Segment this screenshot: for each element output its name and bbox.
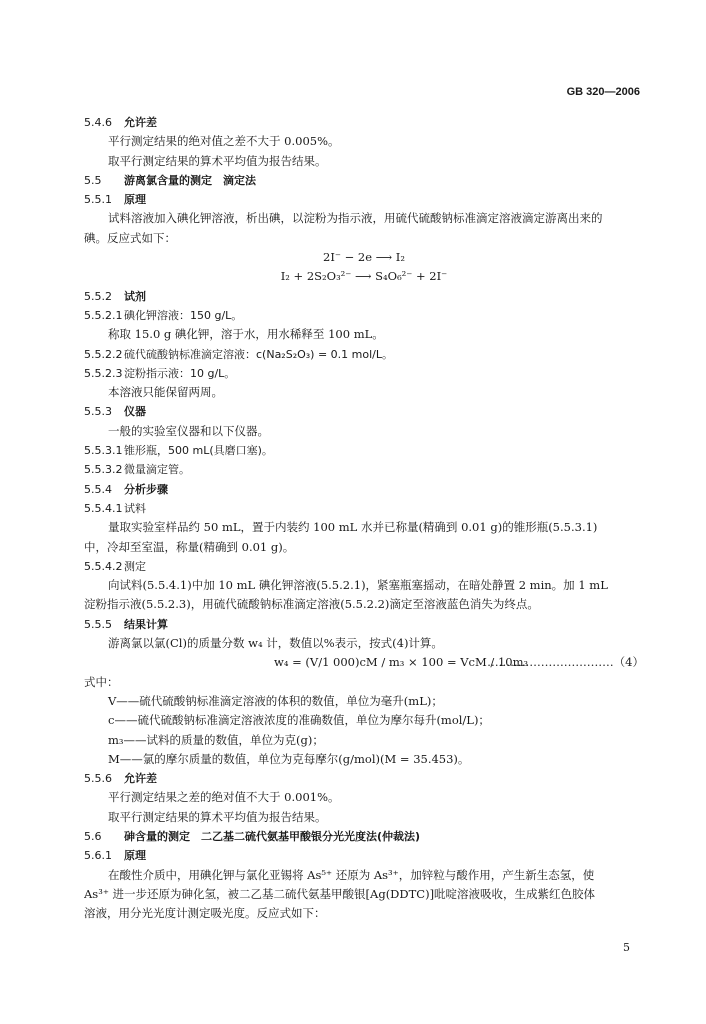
section-number: 5.5.3: [84, 405, 112, 419]
paragraph-line: 中，冷却至室温，称量(精确到 0.01 g)。: [84, 539, 295, 554]
paragraph-line: 取平行测定结果的算术平均值为报告结果。: [108, 809, 327, 824]
paragraph-line: 淀粉指示液(5.5.2.3)，用硫代硫酸钠标准滴定溶液(5.5.2.2)滴定至溶液蓝色消失为终点。: [84, 597, 539, 612]
paragraph-line: 溶液，用分光光度计测定吸光度。反应式如下：: [84, 906, 326, 921]
section-number: 5.5: [84, 173, 102, 187]
section-heading: [84, 171, 644, 190]
paragraph-line: 取平行测定结果的算术平均值为报告结果。: [108, 153, 327, 168]
section-number: 5.5.2: [84, 289, 112, 303]
paragraph-line: 碘。反应式如下：: [84, 230, 176, 245]
section-heading: [84, 364, 644, 383]
section-heading: [84, 827, 644, 846]
section-title: 淀粉指示液：10 g/L。: [124, 366, 236, 380]
paragraph-line: 量取实验室样品约 50 mL，置于内装约 100 mL 水并已称量(精确到 0.01 g)的锥形瓶(5.5.3.1): [108, 520, 598, 535]
paragraph-line: 在酸性介质中，用碘化钾与氯化亚锡将 As⁵⁺ 还原为 As³⁺，加锌粒与酸作用，产生新生态氢，使: [108, 867, 595, 882]
paragraph-line: 称取 15.0 g 碘化钾，溶于水，用水稀释至 100 mL。: [108, 327, 384, 342]
page-number: 5: [623, 941, 630, 954]
equation-expression: w₄ = (V/1 000)cM / m₃ × 100 = VcM / 10m₃: [274, 655, 529, 670]
section-title: 试剂: [124, 289, 146, 303]
paragraph-line: 本溶液只能保留两周。: [108, 385, 223, 400]
section-number: 5.5.6: [84, 772, 112, 786]
section-heading: [84, 615, 644, 634]
section-number: 5.5.1: [84, 193, 112, 207]
section-title: 试料: [124, 501, 146, 515]
section-heading: [84, 460, 644, 479]
section-title: 原理: [124, 193, 146, 207]
section-heading: [84, 287, 644, 306]
paragraph-line: 游离氯以氯(Cl)的质量分数 w₄ 计，数值以%表示，按式(4)计算。: [108, 636, 443, 651]
reaction-equation: I₂ + 2S₂O₃²⁻ ⟶ S₄O₆²⁻ + 2I⁻: [280, 269, 448, 284]
paragraph-line: 一般的实验室仪器和以下仪器。: [108, 423, 269, 438]
section-title: 允许差: [124, 772, 157, 786]
section-heading: [84, 441, 644, 460]
section-number: 5.5.2.3: [84, 366, 123, 380]
section-title: 允许差: [124, 116, 157, 129]
reaction-equation: 2I⁻ − 2e ⟶ I₂: [323, 250, 405, 265]
standard-number: GB 320—2006: [566, 86, 640, 98]
section-number: 5.6: [84, 829, 102, 843]
section-heading: [84, 499, 644, 518]
section-title: 碘化钾溶液：150 g/L。: [124, 308, 243, 322]
paragraph-line: 平行测定结果之差的绝对值不大于 0.001%。: [108, 790, 340, 805]
section-heading: [84, 769, 644, 788]
paragraph-line: 式中：: [84, 674, 119, 689]
section-number: 5.5.4.2: [84, 559, 123, 573]
section-title: 锥形瓶，500 mL(具磨口塞)。: [124, 444, 273, 458]
section-heading: [84, 190, 644, 209]
section-number: 5.4.6: [84, 116, 112, 129]
equation-4: [84, 653, 644, 672]
paragraph-line: 试料溶液加入碘化钾溶液，析出碘，以淀粉为指示液，用硫代硫酸钠标准滴定溶液滴定游离出来的: [108, 211, 603, 226]
section-heading: [84, 480, 644, 499]
section-title: 测定: [124, 559, 146, 573]
equation-number: ……………………………（4）: [487, 655, 644, 670]
section-title: 砷含量的测定 二乙基二硫代氨基甲酸银分光光度法(仲裁法): [124, 829, 421, 843]
paragraph-line: As³⁺ 进一步还原为砷化氢，被二乙基二硫代氨基甲酸银[Ag(DDTC)]吡啶溶液吸收，生成紫红色胶体: [84, 886, 596, 901]
section-heading: [84, 402, 644, 421]
section-heading: [84, 113, 644, 132]
section-title: 微量滴定管。: [124, 463, 190, 477]
variable-definition: M——氯的摩尔质量的数值，单位为克每摩尔(g/mol)(M = 35.453)。: [108, 751, 470, 766]
section-title: 原理: [124, 849, 146, 863]
section-heading: [84, 345, 644, 364]
section-title: 结果计算: [124, 617, 168, 631]
section-title: 分析步骤: [124, 482, 168, 496]
variable-definition: c——硫代硫酸钠标准滴定溶液浓度的准确数值，单位为摩尔每升(mol/L)；: [108, 713, 490, 728]
section-number: 5.5.2.2: [84, 347, 123, 361]
section-number: 5.5.4: [84, 482, 112, 496]
section-heading: [84, 306, 644, 325]
variable-definition: m₃——试料的质量的数值，单位为克(g)；: [108, 732, 324, 747]
section-heading: [84, 557, 644, 576]
section-title: 仪器: [124, 405, 146, 419]
section-number: 5.5.2.1: [84, 308, 123, 322]
section-number: 5.5.3.1: [84, 444, 123, 458]
section-number: 5.5.5: [84, 617, 112, 631]
section-title: 游离氯含量的测定 滴定法: [124, 173, 256, 187]
section-title: 硫代硫酸钠标准滴定溶液：c(Na₂S₂O₃) = 0.1 mol/L。: [124, 347, 394, 361]
document-body: [84, 113, 644, 923]
variable-definition: V——硫代硫酸钠标准滴定溶液的体积的数值，单位为毫升(mL)；: [108, 693, 443, 708]
section-number: 5.5.4.1: [84, 501, 123, 515]
section-number: 5.6.1: [84, 849, 112, 863]
paragraph-line: 平行测定结果的绝对值之差不大于 0.005%。: [108, 134, 340, 149]
paragraph-line: 向试料(5.5.4.1)中加 10 mL 碘化钾溶液(5.5.2.1)，紧塞瓶塞摇动，在暗处静置 2 min。加 1 mL: [108, 578, 608, 593]
section-heading: [84, 846, 644, 865]
section-number: 5.5.3.2: [84, 463, 123, 477]
